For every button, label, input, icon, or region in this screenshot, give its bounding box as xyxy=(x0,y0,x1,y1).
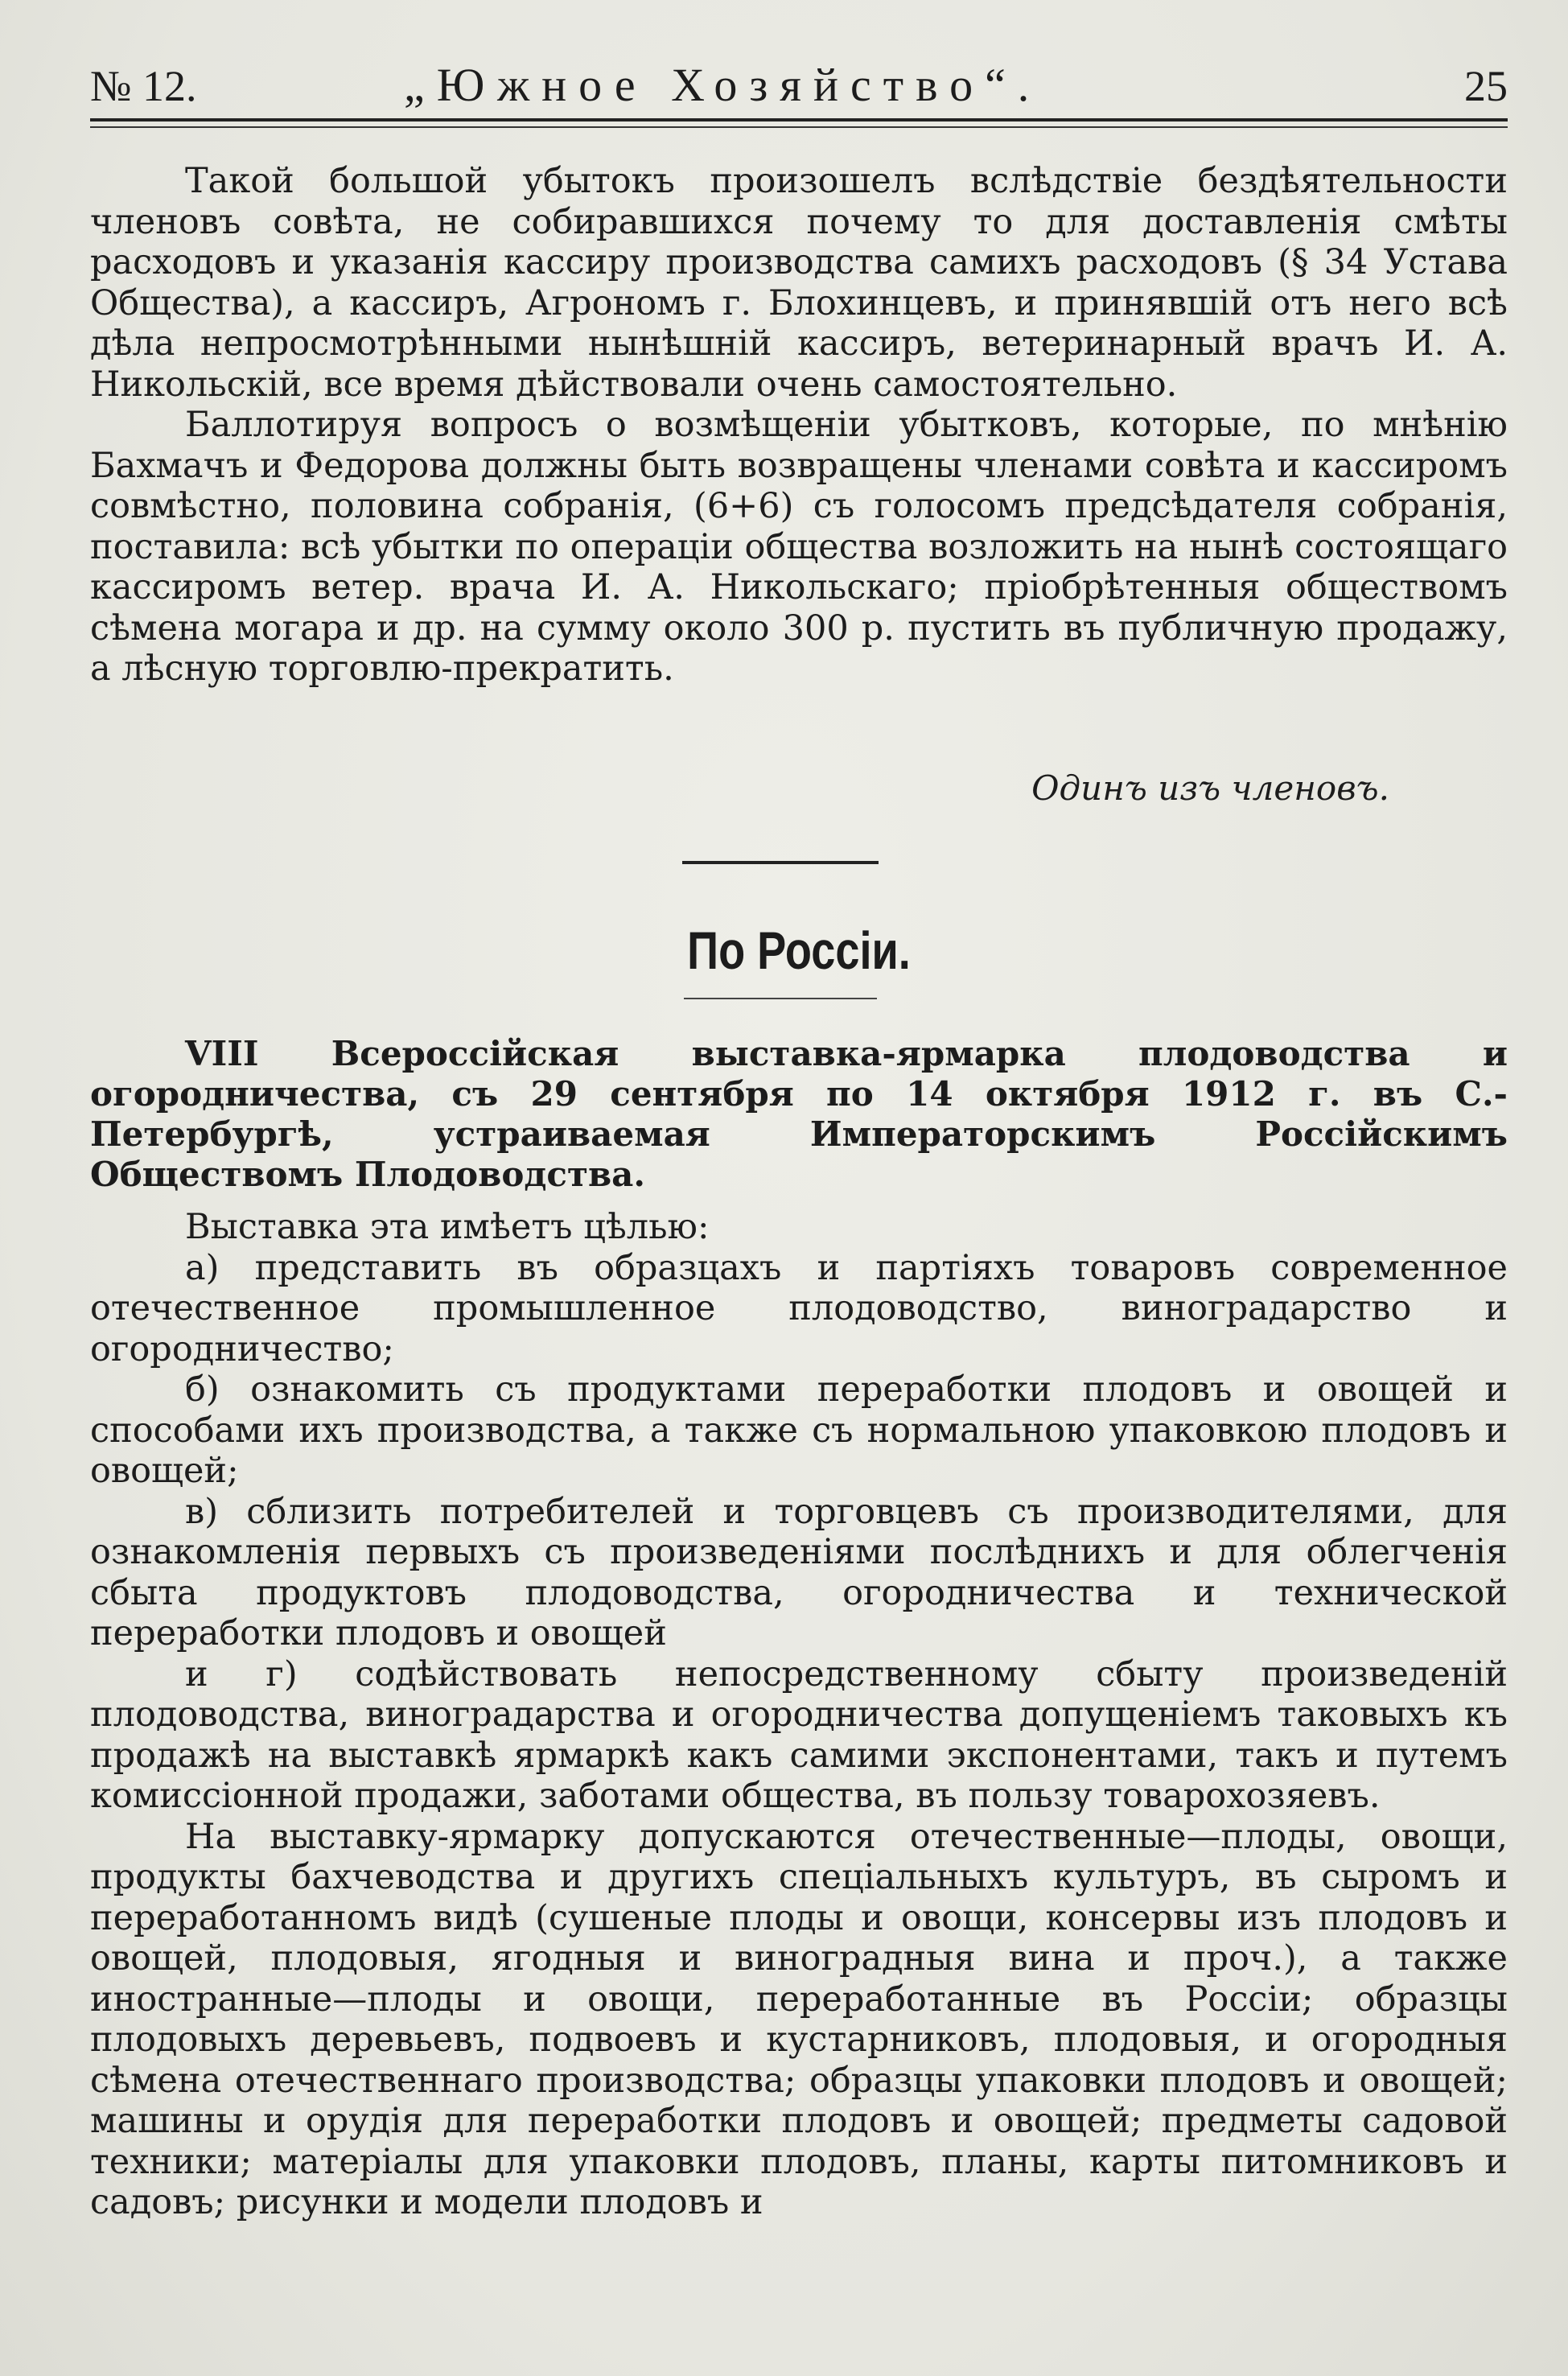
header-rule xyxy=(90,118,1508,121)
page-header xyxy=(90,58,1508,116)
article-headline-block xyxy=(90,1034,1508,1195)
section-title: По Россіи. xyxy=(687,920,911,980)
title-underline xyxy=(684,998,877,999)
page-number: 25 xyxy=(1464,62,1508,110)
report-paragraph: Такой большой убытокъ произошелъ вслѣдствіе бездѣятельности членовъ совѣта, не собиравшихся почему то для доставленія смѣты расходовъ и указанія кассиру производства самихъ расходовъ (§ 34 Устава Общества), а кассиръ, Агрономъ г. Блохинцевъ, и принявшій отъ него всѣ дѣла непросмотрѣнными нынѣшній кассиръ, ветеринарный врачъ И. А. Никольскій, все время дѣйствовали очень самостоятельно. xyxy=(90,161,1508,405)
report-signature: Одинъ изъ членовъ. xyxy=(1031,768,1389,808)
header-rule-thin xyxy=(90,126,1508,128)
section-divider xyxy=(682,861,879,864)
report-paragraph: Баллотируя вопросъ о возмѣщеніи убытковъ, которые, по мнѣнію Бахмачъ и Федорова должны быть возвращены членами совѣта и кассиромъ совмѣстно, половина собранія, (6+6) съ голосомъ предсѣдателя собранія, поставила: всѣ убытки по операціи общества возложить на нынѣ состоящаго кассиромъ ветер. врача И. А. Никольскаго; пріобрѣтенныя обществомъ сѣмена могара и др. на сумму около 300 р. пустить въ публичную продажу, а лѣсную торговлю-прекратить. xyxy=(90,405,1508,689)
issue-number: № 12. xyxy=(90,62,197,110)
article-headline: VIII Всероссійская выставка-ярмарка плодоводства и огородничества, съ 29 сентября по 14 октября 1912 г. въ С.-Петербургѣ, устраиваемая Императорскимъ Россійскимъ Обществомъ Плодоводства. xyxy=(90,1034,1508,1194)
article-paragraph: Выставка эта имѣетъ цѣлью: xyxy=(185,1207,710,1247)
article-paragraph: На выставку-ярмарку допускаются отечественные—плоды, овощи, продукты бахчеводства и другихъ спеціальныхъ культуръ, въ сыромъ и переработанномъ видѣ (сушеные плоды и овощи, консервы изъ плодовъ и овощей, плодовыя, ягодныя и виноградныя вина и проч.), а также иностранные—плоды и овощи, переработанные въ Россіи; образцы плодовыхъ деревьевъ, подвоевъ и кустарниковъ, плодовыя, и огородныя сѣмена отечественнаго производства; образцы упаковки плодовъ и овощей; машины и орудія для переработки плодовъ и овощей; предметы садовой техники; матеріалы для упаковки плодовъ, планы, карты питомниковъ и садовъ; рисунки и модели плодовъ и xyxy=(90,1816,1508,2222)
report-text xyxy=(90,161,1508,690)
article-paragraph: и г) содѣйствовать непосредственному сбыту произведеній плодоводства, виноградарства и огородничества допущеніемъ таковыхъ къ продажѣ на выставкѣ ярмаркѣ какъ самими экспонентами, такъ и путемъ комиссіонной продажи, заботами общества, въ пользу товарохозяевъ. xyxy=(90,1653,1508,1816)
article-text xyxy=(90,1207,1508,2223)
article-paragraph: а) представить въ образцахъ и партіяхъ товаровъ современное отечественное промышленное плодоводство, виноградарство и огородничество; xyxy=(90,1247,1508,1369)
journal-title: „Южное Хозяйство“. xyxy=(404,59,1042,111)
article-paragraph: б) ознакомить съ продуктами переработки плодовъ и овощей и способами ихъ производства, а также съ нормальною упаковкою плодовъ и овощей; xyxy=(90,1369,1508,1491)
article-paragraph: в) сблизить потребителей и торговцевъ съ производителями, для ознакомленія первыхъ съ произведеніями послѣднихъ и для облегченія сбыта продуктовъ плодоводства, огородничества и технической переработки плодовъ и овощей xyxy=(90,1491,1508,1653)
